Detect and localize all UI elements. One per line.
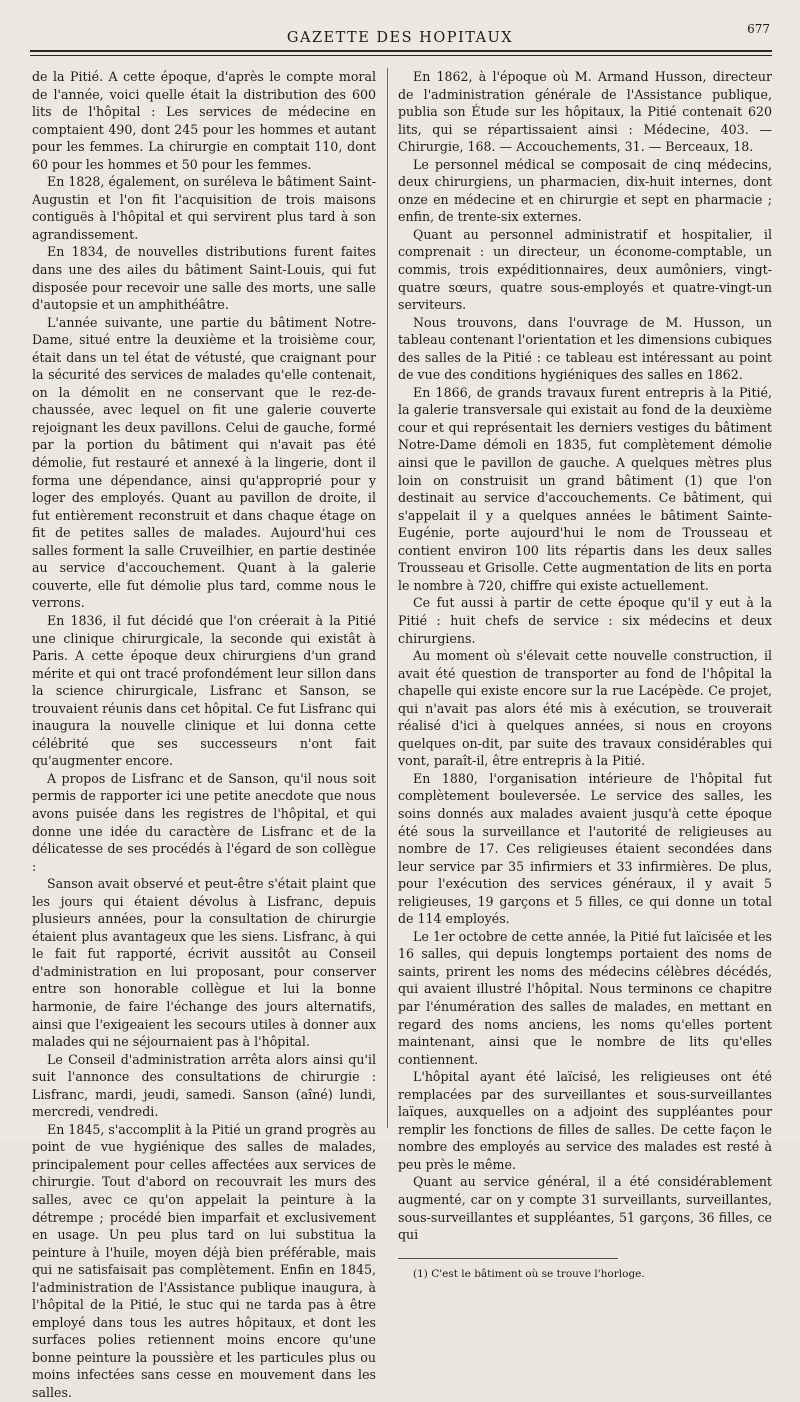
- paragraph: L'année suivante, une partie du bâtiment Notre-Dame, situé entre la deuxième et la troisième cour, était dans un tel état de vétusté, que craignant pour la sécurité des services de malades qu'elle contenait, on la démolit en ne conservant que le rez-de-chaussée, avec lequel on fit une galerie couverte rejoignant les deux pavillons. Celui de gauche, formé par la portion du bâtiment qui n'avait pas été démolie, fut restauré et annexé à la lingerie, dont il forma une dépendance, ainsi qu'approprié pour y loger des employés. Quant au pavillon de droite, il fut entièrement reconstruit et dans chaque étage on fit de petites salles de malades. Aujourd'hui ces salles forment la salle Cruveilhier, en partie destinée au service d'accouchement. Quant à la galerie couverte, elle fut démolie plus tard, comme nous le verrons.: [32, 314, 376, 611]
- left-column: [32, 68, 376, 1402]
- paragraph: Le personnel médical se composait de cinq médecins, deux chirurgiens, un pharmacien, dix-huit internes, dont onze en médecine et en chirurgie et sept en pharmacie ; enfin, de trente-six externes.: [398, 156, 772, 225]
- paragraph: En 1880, l'organisation intérieure de l'hôpital fut complètement bouleversée. Le service des salles, les soins donnés aux malades avaient jusqu'à cette époque été sous la surveillance et l'autorité de religieuses au nombre de 17. Ces religieuses étaient secondées dans leur service par 35 infirmiers et 33 infirmières. De plus, pour l'exécution des services généraux, il y avait 5 religieuses, 19 garçons et 5 filles, ce qui donne un total de 114 employés.: [398, 770, 772, 927]
- paragraph: En 1866, de grands travaux furent entrepris à la Pitié, la galerie transversale qui existait au fond de la deuxième cour et qui représentait les derniers vestiges du bâtiment Notre-Dame démoli en 1835, fut complètement démolie ainsi que le pavillon de gauche. A quelques mètres plus loin on construisit un grand bâtiment (1) que l'on destinait au service d'accouchements. Ce bâtiment, qui s'appelait il y a quelques années le bâtiment Sainte-Eugénie, porte aujourd'hui le nom de Trousseau et contient environ 100 lits répartis dans les deux salles Trousseau et Grisolle. Cette augmentation de lits en porta le nombre à 720, chiffre qui existe actuellement.: [398, 384, 772, 593]
- page-number: 677: [747, 22, 770, 36]
- paragraph: Quant au service général, il a été considérablement augmenté, car on y compte 31 surveillants, surveillantes, sous-surveillantes et suppléantes, 51 garçons, 36 filles, ce qui: [398, 1174, 772, 1243]
- paragraph: de la Pitié. A cette époque, d'après le compte moral de l'année, voici quelle était la distribution des 600 lits de l'hôpital : Les services de médecine en comptaient 490, dont 245 pour les hommes et autant pour les femmes. La chirurgie en comptait 110, dont 60 pour les hommes et 50 pour les femmes.: [32, 69, 376, 172]
- paragraph: Ce fut aussi à partir de cette époque qu'il y eut à la Pitié : huit chefs de service : six médecins et deux chirurgiens.: [398, 595, 772, 646]
- header-rule: [30, 50, 772, 52]
- paragraph: En 1836, il fut décidé que l'on créerait à la Pitié une clinique chirurgicale, la seconde qui existât à Paris. A cette époque deux chirurgiens d'un grand mérite et qui ont tracé profondément leur sillon dans la science chirurgicale, Lisfranc et Sanson, se trouvaient réunis dans cet hôpital. Ce fut Lisfranc qui inaugura la nouvelle clinique et lui donna cette célébrité que ses successeurs n'ont fait qu'augmenter encore.: [32, 612, 376, 769]
- paragraph: Nous trouvons, dans l'ouvrage de M. Husson, un tableau contenant l'orientation et les dimensions cubiques des salles de la Pitié : ce tableau est intéressant au point de vue des conditions hygiéniques des salles en 1862.: [398, 314, 772, 383]
- right-column: [398, 68, 772, 1281]
- paragraph: Quant au personnel administratif et hospitalier, il comprenait : un directeur, un économe-comptable, un commis, trois expéditionnaires, deux aumôniers, vingt-quatre sœurs, quatre sous-employés et quatre-vingt-un serviteurs.: [398, 226, 772, 313]
- paragraph: Au moment où s'élevait cette nouvelle construction, il avait été question de transporter au fond de l'hôpital la chapelle qui existe encore sur la rue Lacépède. Ce projet, qui n'avait pas alors été mis à exécution, se trouverait réalisé d'ici à quelques années, si nous en croyons quelques on-dit, par suite des travaux considérables qui vont, paraît-il, être entrepris à la Pitié.: [398, 648, 772, 769]
- footnote-rule: [398, 1258, 618, 1259]
- paragraph: A propos de Lisfranc et de Sanson, qu'il nous soit permis de rapporter ici une petite anecdote que nous avons puisée dans les registres de l'hôpital, et qui donne une idée du caractère de Lisfranc et de la délicatesse de ses procédés à l'égard de son collègue :: [32, 770, 376, 874]
- paragraph: L'hôpital ayant été laïcisé, les religieuses ont été remplacées par des surveillantes et sous-surveillantes laïques, auxquelles on a adjoint des suppléantes pour remplir les fonctions de filles de salles. De cette façon le nombre des employés au service des malades est resté à peu près le même.: [398, 1069, 772, 1172]
- paragraph: En 1834, de nouvelles distributions furent faites dans une des ailes du bâtiment Saint-Louis, qui fut disposée pour recevoir une salle des morts, une salle d'autopsie et un amphithéâtre.: [32, 244, 376, 313]
- page-header-title: GAZETTE DES HOPITAUX: [286, 30, 514, 46]
- column-divider: [387, 68, 388, 1128]
- paragraph: Le 1er octobre de cette année, la Pitié fut laïcisée et les 16 salles, qui depuis longtemps portaient des noms de saints, prirent les noms des médecins célèbres décédés, qui avaient illustré l'hôpital. Nous terminons ce chapitre par l'énumération des salles de malades, en mettant en regard des noms anciens, les noms qu'elles portent maintenant, ainsi que le nombre de lits qu'elles contiennent.: [398, 928, 772, 1067]
- header-rule-thin: [30, 55, 772, 56]
- paragraph: En 1845, s'accomplit à la Pitié un grand progrès au point de vue hygiénique des salles de malades, principalement pour celles affectées aux services de chirurgie. Tout d'abord on recouvrait les murs des salles, avec ce qu'on appelait la peinture à la détrempe ; procédé bien imparfait et exclusivement en usage. Un peu plus tard on lui substitua la peinture à l'huile, moyen déjà bien préférable, mais qui ne satisfaisait pas complètement. Enfin en 1845, l'administration de l'Assistance publique inaugura, à l'hôpital de la Pitié, le stuc qui ne tarda pas à être employé dans tous les autres hôpitaux, et dont les surfaces polies retiennent moins encore qu'une bonne peinture la poussière et les particules plus ou moins infectées sans cesse en mouvement dans les salles.: [32, 1121, 376, 1401]
- paragraph: En 1862, à l'époque où M. Armand Husson, directeur de l'administration générale de l'Assistance publique, publia son Étude sur les hôpitaux, la Pitié contenait 620 lits, qui se répartissaient ainsi : Médecine, 403. — Chirurgie, 168. — Accouchements, 31. — Berceaux, 18.: [398, 69, 772, 155]
- paragraph: Le Conseil d'administration arrêta alors ainsi qu'il suit l'annonce des consultations de chirurgie : Lisfranc, mardi, jeudi, samedi. Sanson (aîné) lundi, mercredi, vendredi.: [32, 1051, 376, 1120]
- paragraph: En 1828, également, on suréleva le bâtiment Saint-Augustin et l'on fit l'acquisition de trois maisons contiguës à l'hôpital et qui servirent plus tard à son agrandissement.: [32, 174, 376, 242]
- footnote: (1) C'est le bâtiment où se trouve l'horloge.: [413, 1267, 645, 1280]
- paragraph: Sanson avait observé et peut-être s'était plaint que les jours qui étaient dévolus à Lisfranc, depuis plusieurs années, pour la consultation de chirurgie étaient plus avantageux que les siens. Lisfranc, à qui le fait fut rapporté, écrivit aussitôt au Conseil d'administration en lui proposant, pour conserver entre son honorable collègue et lui la bonne harmonie, de faire l'échange des jours alternatifs, ainsi que l'exigeaient les secours utiles à donner aux malades qui ne séjournaient pas à l'hôpital.: [32, 876, 376, 1050]
